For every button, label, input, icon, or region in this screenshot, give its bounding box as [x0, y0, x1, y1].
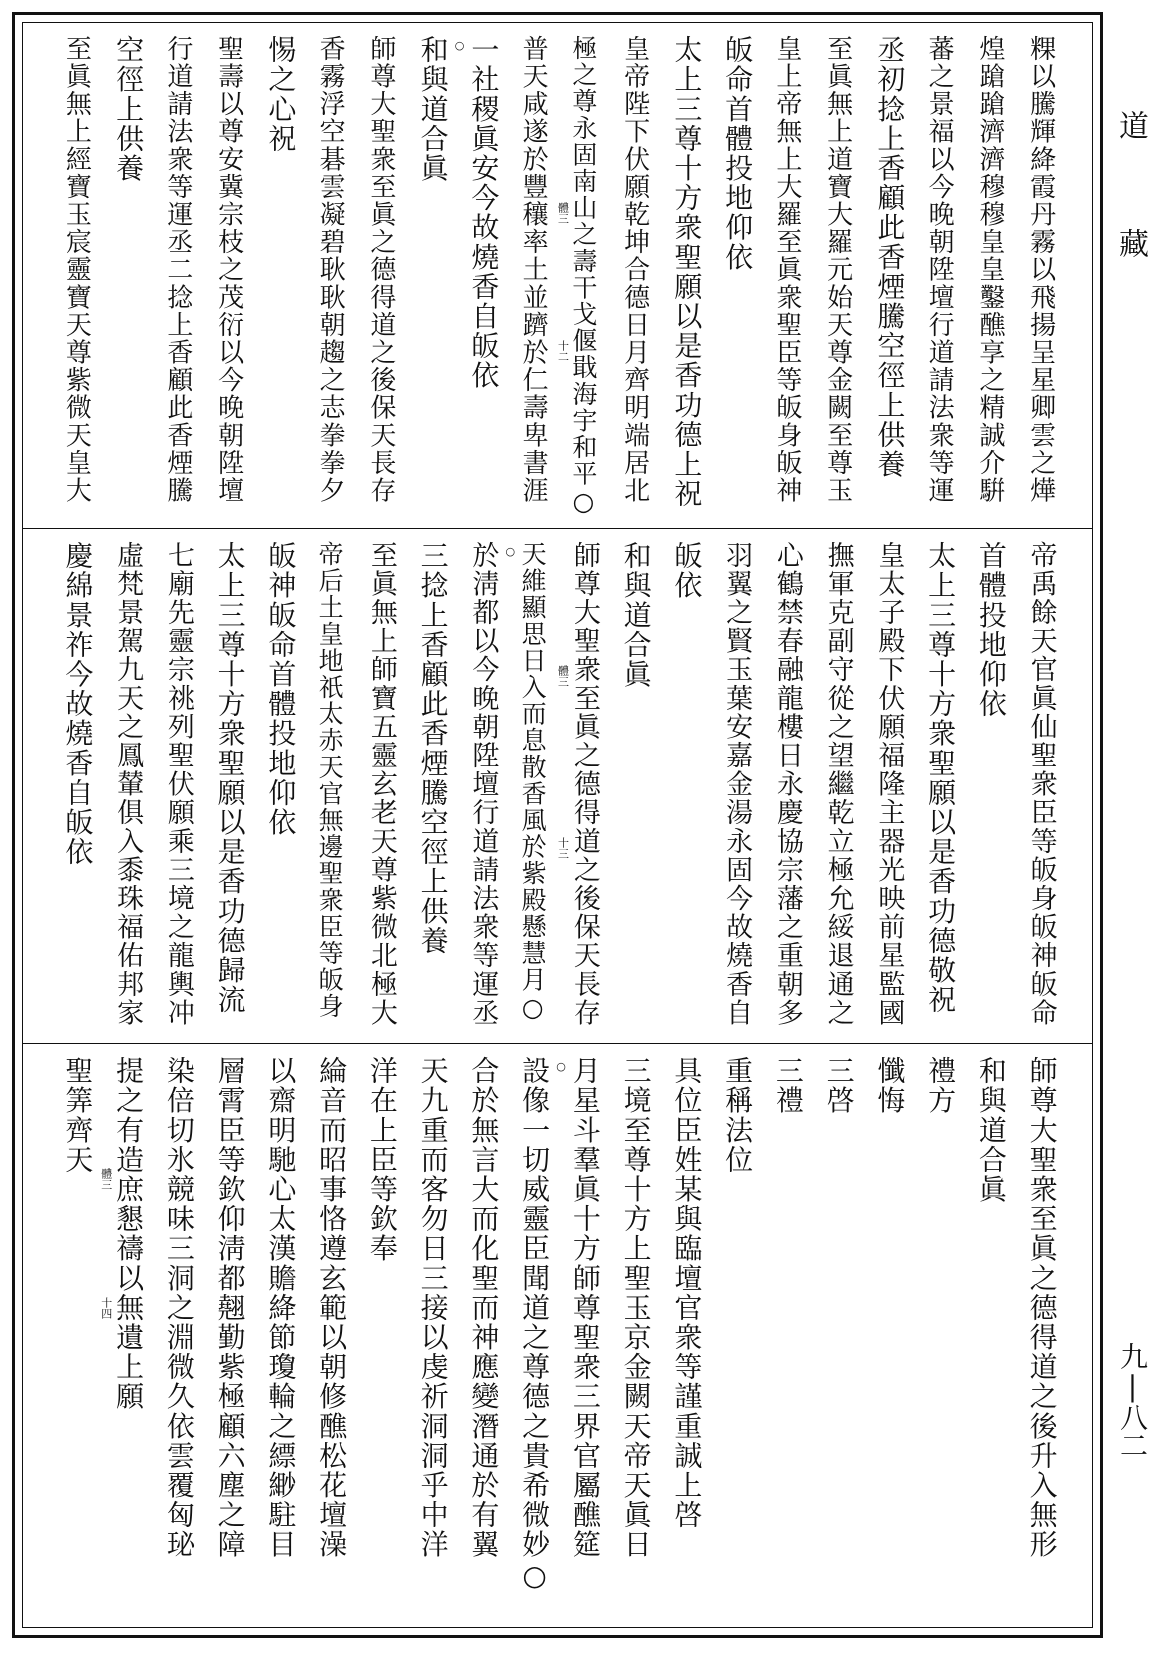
text-column: 天九重而客勿日三接以虔祈洞洞乎中洋: [416, 1056, 450, 1560]
text-column: 月星斗羣眞十方師尊聖衆三界官屬醮筵: [568, 1056, 602, 1560]
text-column: 帝后土皇地祇太赤天官無邊聖衆臣等皈身: [315, 541, 345, 1020]
margin-note: ○: [554, 1060, 568, 1073]
text-column: 太上三尊十方衆聖願以是香功德上祝: [670, 35, 704, 509]
text-column: 羽翼之賢玉葉安嘉金湯永固今故燒香自: [721, 541, 753, 1028]
text-column: 丞初捻上香顧此香煙騰空徑上供養: [873, 35, 907, 479]
text-column: 重稱法位: [721, 1056, 755, 1175]
text-column: 懺悔: [873, 1056, 907, 1116]
text-column: 以齋明馳心太漢贍絳節瓊輪之縹緲駐目: [264, 1056, 298, 1560]
text-column: 層霄臣等欽仰淸都翹勤紫極顧六塵之障: [213, 1056, 247, 1560]
text-column: 慶綿景祚今故燒香自皈依: [61, 541, 95, 867]
text-region-bottom: [23, 1043, 1092, 1627]
text-column: 師尊大聖衆至眞之德得道之後升入無形: [1025, 1056, 1059, 1560]
text-column: 極之尊永固南山之壽干戈偃戢海宇和平○: [568, 35, 598, 518]
text-column: 合於無言大而化聖而神應變潛通於有翼: [467, 1056, 501, 1560]
text-column: 提之有造庶懇禱以無遺上願: [112, 1056, 146, 1412]
text-column: 皇太子殿下伏願福隆主器光映前星監國: [873, 541, 905, 1028]
text-column: 三境至尊十方上聖玉京金闕天帝天眞日: [619, 1056, 653, 1560]
text-column: 煌蹌蹌濟濟穆穆皇皇鑿醮享之精誠介騈: [974, 35, 1005, 505]
text-column: 皈依: [670, 541, 704, 601]
text-column: 太上三尊十方衆聖願以是香功德歸流: [213, 541, 247, 1015]
text-column: 帝禹餘天官眞仙聖衆臣等皈身皈神皈命: [1025, 541, 1057, 1028]
text-column: 禮方: [924, 1056, 958, 1116]
collection-title-dao: 道: [1113, 110, 1148, 140]
text-column: 具位臣姓某與臨壇官衆等謹重誠上啓: [670, 1056, 704, 1530]
text-column: 太上三尊十方衆聖願以是香功德敬祝: [924, 541, 958, 1015]
text-column: 三啓: [822, 1056, 856, 1116]
text-region-top: [23, 23, 1092, 528]
text-column: 惕之心祝: [264, 35, 298, 154]
text-column: 洋在上臣等欽奉: [365, 1056, 399, 1264]
text-column: 粿以騰輝絳霞丹霧以飛揚呈星卿雲之燁: [1025, 35, 1056, 505]
text-column: 和與道合眞: [974, 1056, 1008, 1204]
margin-note: 十三: [556, 837, 570, 860]
text-column: 至眞無上經寶玉宸靈寶天尊紫微天皇大: [61, 35, 92, 505]
margin-note: ○: [453, 39, 466, 52]
text-column: 設像一切威靈臣聞道之尊德之貴希微妙○: [518, 1056, 552, 1594]
text-column: 聖筭齊天: [61, 1056, 95, 1175]
collection-title-zang: 藏: [1113, 228, 1148, 258]
text-column: 師尊大聖衆至眞之德得道之後保天長存: [365, 35, 396, 505]
text-column: 皇上帝無上大羅至眞衆聖臣等皈身皈神: [771, 35, 802, 505]
text-region-middle: [23, 528, 1092, 1043]
margin-note: 體三: [99, 1167, 113, 1190]
text-column: 七廟先靈宗祧列聖伏願乘三境之龍輿冲: [162, 541, 194, 1028]
text-column: 香霧浮空碁雲凝碧耿耿朝趨之志拳拳夕: [315, 35, 346, 505]
text-column: 天維顯思日入而息散香風於紫殿懸慧月○: [518, 541, 548, 1024]
margin-note: 體三: [556, 202, 570, 225]
margin-note: 十四: [99, 1296, 113, 1319]
text-column: 蕃之景福以今晚朝陞壇行道請法衆等運: [924, 35, 955, 505]
text-block: [22, 22, 1093, 1628]
text-column: 至眞無上道寶大羅元始天尊金闕至尊玉: [822, 35, 853, 505]
margin-note: 體三: [556, 665, 570, 688]
text-column: 普天咸遂於豐穰率土並躋於仁壽卑書涯: [518, 35, 549, 505]
text-column: 撫軍克副守從之望繼乾立極允綏退通之: [822, 541, 854, 1028]
margin-note: 十二: [556, 340, 570, 362]
text-column: 空徑上供養: [112, 35, 146, 183]
text-column: 於淸都以今晚朝陞壇行道請法衆等運丞: [467, 541, 499, 1028]
text-column: 皈神皈命首體投地仰依: [264, 541, 298, 837]
text-column: 綸音而昭事恪遵玄範以朝修醮松花壇澡: [315, 1056, 349, 1560]
text-column: 三禮: [771, 1056, 805, 1116]
text-column: 心鶴禁春融龍樓日永慶協宗藩之重朝多: [771, 541, 803, 1028]
text-column: 首體投地仰依: [974, 541, 1008, 719]
text-column: 虛梵景駕九天之鳳輦俱入黍珠福佑邦家: [112, 541, 144, 1028]
text-column: 至眞無上師寶五靈玄老天尊紫微北極大: [365, 541, 397, 1028]
margin-note: ○: [503, 545, 517, 558]
text-column: 行道請法衆等運丞二捻上香顧此香煙騰: [162, 35, 193, 505]
text-column: 和與道合眞: [619, 541, 653, 689]
text-column: 皈命首體投地仰依: [721, 35, 755, 272]
text-column: 染倍切氷競味三洞之淵微久依雲覆匈珌: [162, 1056, 196, 1560]
page-number: 九|八二: [1116, 1342, 1149, 1459]
text-column: 師尊大聖衆至眞之德得道之後保天長存: [568, 541, 600, 1028]
text-column: 和與道合眞: [416, 35, 450, 183]
text-column: 三捻上香顧此香煙騰空徑上供養: [416, 541, 450, 956]
text-column: 皇帝陛下伏願乾坤合德日月齊明端居北: [619, 35, 650, 505]
text-column: 聖壽以尊安冀宗枝之茂衍以今晚朝陞壇: [213, 35, 244, 505]
text-column: 一社稷眞安今故燒香自皈依: [467, 35, 501, 391]
